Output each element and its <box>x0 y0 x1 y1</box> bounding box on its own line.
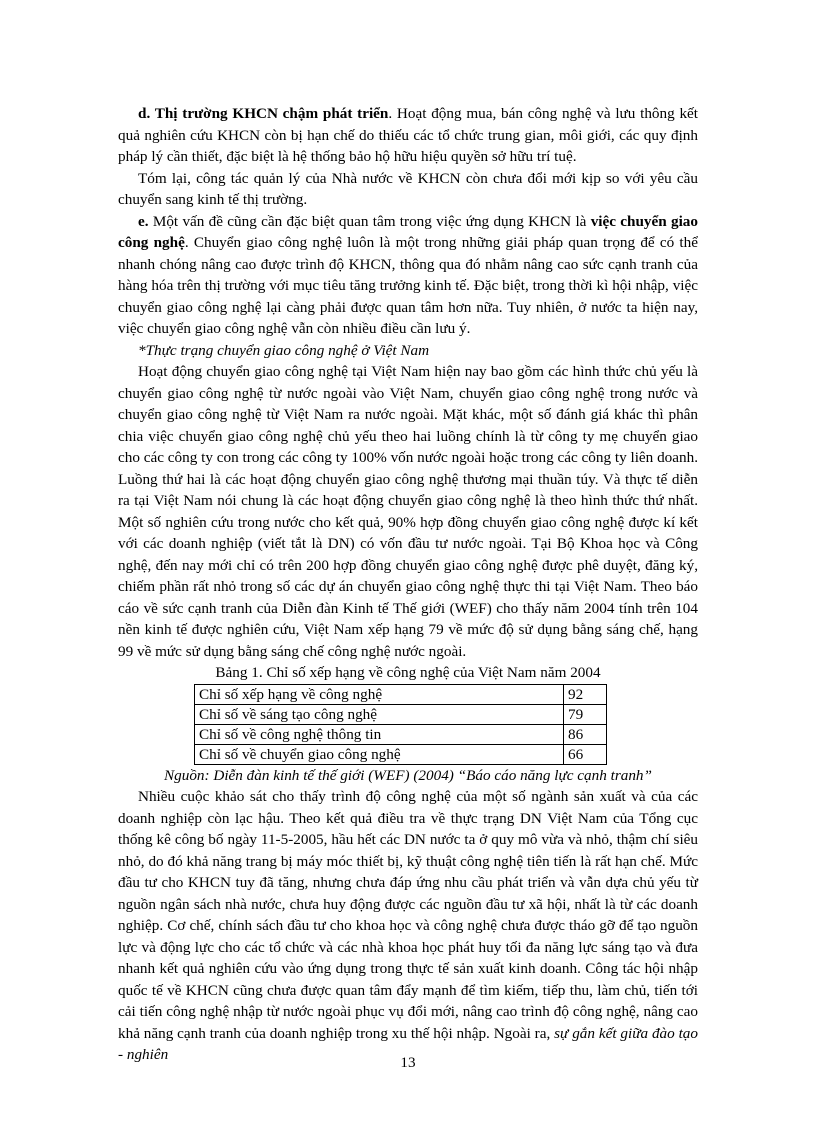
table-cell-value: 86 <box>564 724 607 744</box>
paragraph-transfer <box>118 211 698 340</box>
paragraph-survey-text: Nhiều cuộc khảo sát cho thấy trình độ công nghệ của một số ngành sản xuất và của các doanh nghiệp còn lạc hậu. Theo kết quả điều tra về thực trạng DN Việt Nam của Tổng cục thống kê công bố ngày 11-5-2005, hầu hết các DN nước ta ở quy mô vừa và nhỏ, thậm chí siêu nhỏ, do đó khả năng trang bị máy móc thiết bị, kỹ thuật công nghệ tiên tiến là rất hạn chế. Mức đầu tư cho KHCN tuy đã tăng, nhưng chưa đáp ứng nhu cầu phát triển và vẫn dựa chủ yếu từ nguồn ngân sách nhà nước, chưa huy động được các nguồn đầu tư xã hội, nhất là từ các doanh nghiệp. Cơ chế, chính sách đầu tư cho khoa học và công nghệ chưa được tháo gỡ để tạo nguồn lực và động lực cho các tổ chức và các nhà khoa học phát huy tối đa năng lực sáng tạo và đưa nhanh kết quả nghiên cứu vào ứng dụng trong thực tế sản xuất kinh doanh. Công tác hội nhập quốc tế về KHCN cũng chưa được quan tâm đẩy mạnh để tìm kiếm, tiếp thu, làm chủ, tiến tới cải tiến công nghệ nhập từ nước ngoài phục vụ đổi mới, nâng cao trình độ công nghệ, nâng cao khả năng cạnh tranh của doanh nghiệp trong xu thế hội nhập. Ngoài ra, <box>118 788 698 1042</box>
table-cell-value: 79 <box>564 704 607 724</box>
table-cell-label: Chỉ số về sáng tạo công nghệ <box>195 704 564 724</box>
table-row <box>195 684 607 704</box>
page-body <box>118 103 698 1066</box>
paragraph-market-text: . Hoạt động mua, bán công nghệ và lưu thông kết quả nghiên cứu KHCN còn bị hạn chế do thiếu các tổ chức trung gian, môi giới, các quy định pháp lý cần thiết, đặc biệt là hệ thống bảo hộ hữu hiệu quyền sở hữu trí tuệ. <box>118 105 699 165</box>
table-cell-value: 92 <box>564 684 607 704</box>
table-title: Bảng 1. Chỉ số xếp hạng về công nghệ của Việt Nam năm 2004 <box>215 664 601 681</box>
table-cell-label: Chỉ số về công nghệ thông tin <box>195 724 564 744</box>
table-row <box>195 744 607 764</box>
page-number: 13 <box>400 1054 416 1071</box>
paragraph-survey <box>118 786 698 1066</box>
table-row <box>195 704 607 724</box>
item-label-e: e. <box>138 212 149 230</box>
paragraph-transfer-text2: . Chuyển giao công nghệ luôn là một trong những giải pháp quan trọng để có thể nhanh chóng nâng cao được trình độ KHCN, thông qua đó nhằm nâng cao sức cạnh tranh của hàng hóa trên thị trường với mục tiêu tăng trưởng kinh tế. Đặc biệt, trong thời kì hội nhập, việc chuyển giao công nghệ lại càng phải được quan tâm hơn nữa. Tuy nhiên, ở nước ta hiện nay, việc chuyển giao công nghệ vẫn còn nhiều điều cần lưu ý. <box>118 234 698 337</box>
table-source: Nguồn: Diễn đàn kinh tế thế giới (WEF) (2004) “Báo cáo năng lực cạnh tranh” <box>164 766 652 784</box>
subheading-transfer-status: *Thực trạng chuyển giao công nghệ ở Việt Nam <box>138 341 430 359</box>
table-cell-label: Chỉ số về chuyển giao công nghệ <box>195 744 564 764</box>
term-technology-transfer: việc chuyển giao công nghệ <box>118 212 698 251</box>
paragraph-survey-italic: sự gắn kết giữa đào tạo - nghiên <box>118 1024 698 1063</box>
table-cell-value: 66 <box>564 744 607 764</box>
paragraph-market <box>118 103 698 168</box>
paragraph-transfer-text1: Một vấn đề cũng cần đặc biệt quan tâm trong việc ứng dụng KHCN là <box>148 212 591 230</box>
table-row <box>195 724 607 744</box>
paragraph-transfer-status: Hoạt động chuyển giao công nghệ tại Việt Nam hiện nay bao gồm các hình thức chủ yếu là chuyển giao công nghệ từ nước ngoài vào Việt Nam, chuyển giao công nghệ trong nước và chuyển giao công nghệ từ Việt Nam ra nước ngoài. Mặt khác, một số đánh giá khác thì phân chia việc chuyển giao công nghệ chủ yếu theo hai luồng chính là từ công ty mẹ chuyển giao cho các công ty con trong các công ty 100% vốn nước ngoài hoặc trong các công ty liên doanh. Luồng thứ hai là các hoạt động chuyển giao công nghệ thương mại thuần túy. Và thực tế diễn ra tại Việt Nam nói chung là các hoạt động chuyển giao công nghệ là theo hình thức thứ nhất. Một số nghiên cứu trong nước cho kết quả, 90% hợp đồng chuyển giao công nghệ được kí kết với các doanh nghiệp (viết tắt là DN) có vốn đầu tư nước ngoài. Tại Bộ Khoa học và Công nghệ, đến nay mới chỉ có trên 200 hợp đồng chuyển giao công nghệ được phê duyệt, đăng ký, chiếm phần rất nhỏ trong số các dự án chuyển giao công nghệ thực thi tại Việt Nam. Theo báo cáo về sức cạnh tranh của Diễn đàn Kinh tế Thế giới (WEF) cho thấy năm 2004 tính trên 104 nền kinh tế được nghiên cứu, Việt Nam xếp hạng 79 về mức độ sử dụng bằng sáng chế, hạng 99 về mức sử dụng bằng sáng chế công nghệ nước ngoài. <box>118 363 698 660</box>
heading-market: d. Thị trường KHCN chậm phát triển <box>138 105 389 122</box>
table-cell-label: Chỉ số xếp hạng về công nghệ <box>195 684 564 704</box>
paragraph-summary: Tóm lại, công tác quản lý của Nhà nước về KHCN còn chưa đổi mới kịp so với yêu cầu chuyển sang kinh tế thị trường. <box>118 169 698 208</box>
technology-index-table <box>194 684 607 765</box>
